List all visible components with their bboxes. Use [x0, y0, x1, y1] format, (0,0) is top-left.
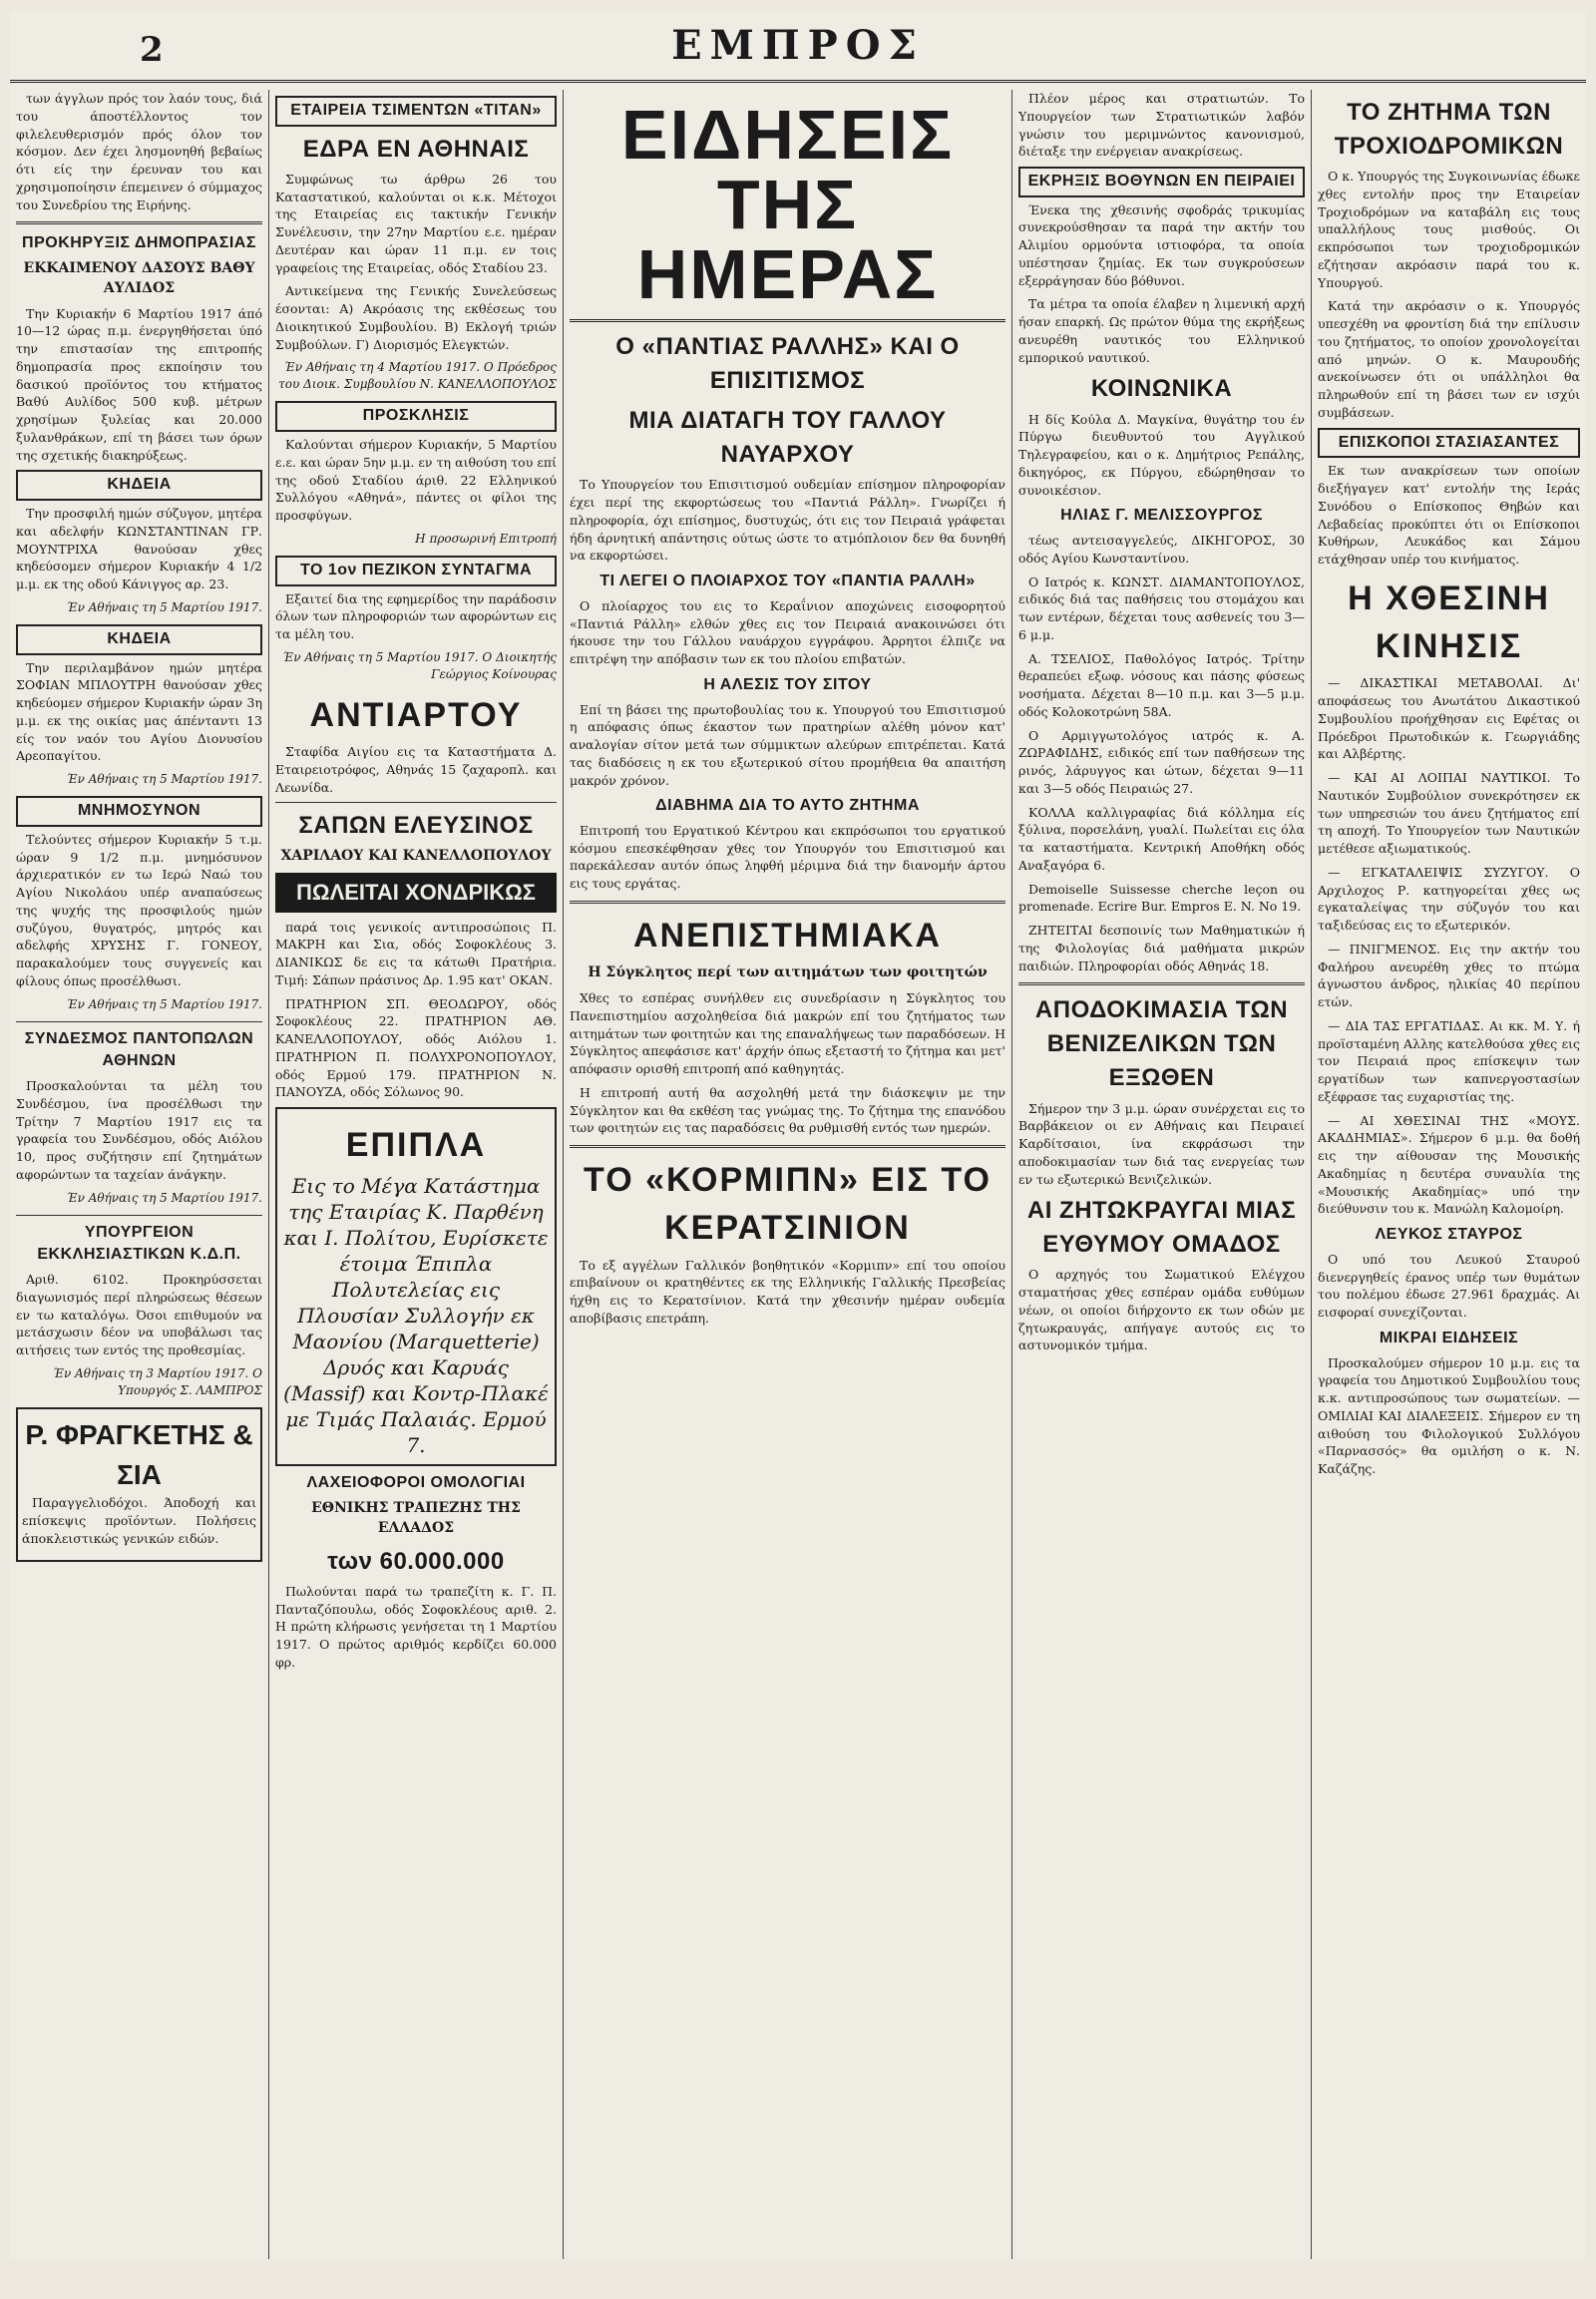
heading: ΚΟΙΝΩΝΙΚΑ [1090, 375, 1233, 403]
signature: Έν Αθήναις τη 5 Μαρτίου 1917. [66, 996, 262, 1011]
signature: Έν Αθήναις τη 3 Μαρτίου 1917. Ο Υπουργός Σ. ΛΑΜΠΡΟΣ [53, 1365, 262, 1397]
heading: ΔΙΑΒΗΜΑ ΔΙΑ ΤΟ ΑΥΤΟ ΖΗΤΗΜΑ [655, 797, 920, 815]
signature: Έν Αθήναις τη 4 Μαρτίου 1917. Ο Πρόεδρος του Διοικ. Συμβουλίου Ν. ΚΑΝΕΛΛΟΠΟΥΛΟΣ [278, 360, 557, 392]
column-1 [10, 90, 269, 2259]
signature: Έν Αθήναις τη 5 Μαρτίου 1917. [66, 599, 262, 614]
article-text: Demoiselle Suissesse cherche leçon ou promenade. Ecrire Bur. Empros E. N. No 19. [1018, 881, 1305, 915]
banner-inverted: ΠΩΛΕΙΤΑΙ ΧΟΝΔΡΙΚΩΣ [275, 873, 557, 912]
article-text: Συμφώνως τω άρθρω 26 του Καταστατικού, καλούνται οι κ.κ. Μέτοχοι της Εταιρείας εις τακτικήν Γενικήν Συνέλευσιν, την 27ην Μαρτίου ε.ε. ημέραν Δευτέραν και ώραν 11 π.μ. εν τοις γραφείοις της Εταιρείας, οδός Σταδίου 23. [275, 171, 557, 275]
article-text: Α. ΤΣΕΛΙΟΣ, Παθολόγος Ιατρός. Τρίτην θεραπεύει εξωφ. νόσους και πάσης φύσεως νοσήματα. Δέχεται 8—10 π.μ. και 3—5 μ.μ. οδός Κολοκοτρώνη 58Α. [1018, 650, 1305, 719]
ad-title: ΕΠΙΠΛΑ [345, 1126, 487, 1165]
article-text: Καλούνται σήμερον Κυριακήν, 5 Μαρτίου ε.ε. και ώραν 5ην μ.μ. εν τη αιθούση του επί της οδού Σταδίου άριθ. 22 Ελληνικού Συλλόγου «Αθηνά», πάντες οι φίλοι της προσφύγων. [275, 437, 557, 524]
ad-title: Ρ. ΦΡΑΓΚΕΤΗΣ & ΣΙΑ [25, 1418, 253, 1490]
heading: Η ΑΛΕΣΙΣ ΤΟΥ ΣΙΤΟΥ [703, 675, 872, 693]
heading: Η ΧΘΕΣΙΝΗ ΚΙΝΗΣΙΣ [1348, 578, 1550, 666]
heading: ΕΚΡΗΞΙΣ ΒΟΘΥΝΩΝ ΕΝ ΠΕΙΡΑΙΕΙ [1018, 167, 1305, 197]
article-text: Αριθ. 6102. Προκηρύσσεται διαγωνισμός περί πληρώσεως θέσεων εν τω καταλόγω. Όσοι επιθυμούν να μετάσχωσιν δέον να υποβάλωσι τας αιτήσεις των εντός της προθεσμίας. [16, 1272, 262, 1358]
heading: ΕΤΑΙΡΕΙΑ ΤΣΙΜΕΝΤΩΝ «ΤΙΤΑΝ» [275, 96, 557, 127]
heading: ΗΛΙΑΣ Γ. ΜΕΛΙΣΣΟΥΡΓΟΣ [1060, 507, 1263, 525]
heading: ΠΡΟΚΗΡΥΞΙΣ ΔΗΜΟΠΡΑΣΙΑΣ [22, 234, 256, 252]
article-text: Ο πλοίαρχος του εις το Κεραΐνιον αποχώνεις εισοφορητού «Παντιά Ράλλη» ελθών χθες εις τον Πειραιά ανακοινώσει ότι ήκουσε την του Γάλλου ναυάρχου εγγράφου. Άρρητοι έλπιζε να επιτρέψη την απόβασιν των εκ του πλοίου επιβατών. [570, 597, 1005, 667]
section-banner: ΕΙΔΗΣΕΙΣ ΤΗΣ ΗΜΕΡΑΣ [570, 90, 1005, 322]
heading: ΕΠΙΣΚΟΠΟΙ ΣΤΑΣΙΑΣΑΝΤΕΣ [1318, 428, 1580, 459]
article-text: Επί τη βάσει της πρωτοβουλίας του κ. Υπουργού του Επισιτισμού η απόφασις όπως έκαστον των πρατηρίων αλέθη μόνον κατ' αναλογίαν σίτον μετά των σύμμικτων αλεύρων επιτρέπεται. Κατά τας διαδόσεις η εκ του εξωτερικού σίτου προμήθεια θα απαιτήση μακρόν χρόνον. [570, 701, 1005, 788]
heading: ΤΟ 1ον ΠΕΖΙΚΟΝ ΣΥΝΤΑΓΜΑ [275, 556, 557, 586]
heading: ΛΕΥΚΟΣ ΣΤΑΥΡΟΣ [1375, 1226, 1523, 1244]
article-text: — ΑΙ ΧΘΕΣΙΝΑΙ ΤΗΣ «ΜΟΥΣ. ΑΚΑΔΗΜΙΑΣ». Σήμερον 6 μ.μ. θα δοθή εις την αίθουσαν της Μουσικής Ακαδημίας η δευτέρα συναυλία της «Μουσικής Ακαδημίας» υπό την διεύθυνσιν του κ. Μανώλη Καλομοίρη. [1318, 1112, 1580, 1217]
article-text: Χθες το εσπέρας συνήλθεν εις συνεδρίασιν η Σύγκλητος του Πανεπιστημίου ασχοληθείσα διά μακρών επί του ζητήματος των αιτημάτων των φοιτητών και της επαναλήψεως των παραδόσεων. Η Σύγκλητος απεφάσισε κατ' άρχήν όπως εξεταστή το ζήτημα και μετ' απόφασιν ορισθή επιτροπή από καθηγητάς. [570, 990, 1005, 1077]
column-3 [564, 90, 1012, 2259]
article-text: Ένεκα της χθεσινής σφοδράς τρικυμίας συνεκρούσθησαν τα παρά την ακτήν του Αλιμίου ορμούντα ιστιοφόρα, τα οποία υπέστησαν ζημίας. Εκ των συγκρούσεων εξερράγησαν δύο βόθυνοι. [1018, 201, 1305, 288]
article-text: ΠΡΑΤΗΡΙΟΝ ΣΠ. ΘΕΟΔΩΡΟΥ, οδός Σοφοκλέους 22. ΠΡΑΤΗΡΙΟΝ ΑΘ. ΚΑΝΕΛΛΟΠΟΥΛΟΥ, οδός Αιόλου 1. ΠΡΑΤΗΡΙΟΝ Π. ΠΟΛΥΧΡΟΝΟΠΟΥΛΟΥ, οδός Ερμού 179. ΠΡΑΤΗΡΙΟΝ Ν. ΠΑΝΟΥΖΑ, οδός Σόλωνος 90. [275, 995, 557, 1100]
article-text: Επιτροπή του Εργατικού Κέντρου και εκπρόσωποι του εργατικού κόσμου επεσκέφθησαν χθες τον Υπουργόν του Επισιτισμού και παρεκάλεσαν αυτόν όπως ληφθή μέριμνα διά την διανομήν άρτου εις τους εργάτας. [570, 822, 1005, 892]
article-text: — ΔΙΑ ΤΑΣ ΕΡΓΑΤΙΔΑΣ. Αι κκ. Μ. Υ. ή προϊσταμένη Αλλης κατελθούσα χθες εις τον Πειραιά προς επίσκεψιν των εργατίδων των καπνεργοστασίων εξέφρασε τας ευχαριστίας της. [1318, 1017, 1580, 1104]
heading: ΑΝΕΠΙΣΤΗΜΙΑΚΑ [633, 916, 942, 955]
article-text: των άγγλων πρός τον λαόν τους, διά του άποστέλλοντος τον φιλελευθερισμόν πρός όλον τον κόσμον. Δεν έχει λησμονηθή βεβαίως ότι είς την έρευναν του και χρησιμοποίησιν έπεμεινεν ό σύμμαχος του Συνεδρίου της Ειρήνης. [16, 91, 262, 212]
masthead [10, 10, 1586, 83]
column-5 [1312, 90, 1586, 2259]
heading: ΤΟ «ΚΟΡΜΙΠΝ» ΕΙΣ ΤΟ ΚΕΡΑΤΣΙΝΙΟΝ [584, 1161, 992, 1248]
newspaper-page [10, 10, 1586, 2259]
article-text: Την περιλαμβάνον ημών μητέρα ΣΟΦΙΑΝ ΜΠΛΟΥΤΡΗ θανούσαν χθες κηδεύομεν σήμερον Κυριακήν ώραν 3η μ.μ. εκ της οικίας μας άπένταντι 13 είς τον ναόν του Αγίου Διονυσίου Αρεοπαγίτου. [16, 659, 262, 764]
heading: ΜΙΚΡΑΙ ΕΙΔΗΣΕΙΣ [1379, 1329, 1519, 1346]
article-text: — ΠΝΙΓΜΕΝΟΣ. Εις την ακτήν του Φαλήρου ανευρέθη χθες το πτώμα άγνωστου άνδρος, ηλικίας 40 περίπου ετών. [1318, 941, 1580, 1010]
newspaper-title: ΕΜΠΡΟΣ [671, 22, 925, 69]
article-text: — ΔΙΚΑΣΤΙΚΑΙ ΜΕΤΑΒΟΛΑΙ. Δι' αποφάσεως του Ανωτάτου Δικαστικού Συμβουλίου προήχθησαν εις Εφέτας οι Πρόεδροι Πρωτοδικών κ. Γεωργιάδης και Αλβέρτης. [1318, 675, 1580, 762]
subheading: ΜΙΑ ΔΙΑΤΑΓΗ ΤΟΥ ΓΑΛΛΟΥ ΝΑΥΑΡΧΟΥ [628, 407, 947, 469]
column-4 [1012, 90, 1312, 2259]
article-text: Ο αρχηγός του Σωματικού Ελέγχου σταματήσας χθες εσπέραν ομάδα ευθύμων νέων, οι οποίοι διήρχοντο εκ των οδών με ζητωκραυγάς, απήγαγε αυτούς εις το αστυνομικόν τμήμα. [1018, 1267, 1305, 1353]
article-text: Προσκαλούμεν σήμερον 10 μ.μ. εις τα γραφεία του Δημοτικού Συμβουλίου τους κ.κ. αντιπροσώπους των σωματείων. — ΟΜΙΛΙΑΙ ΚΑΙ ΔΙΑΛΕΞΕΙΣ. Σήμερον εν τη αιθούση του Φιλολογικού Συλλόγου «Παρνασσός» θα ομιλήση ο κ. Ν. Καζάζης. [1318, 1354, 1580, 1477]
article-text: Το Υπουργείον του Επισιτισμού ουδεμίαν επίσημον πληροφορίαν έχει περί της εκφορτώσεως του «Παντιά Ράλλη». Γνωρίζει ή πληροφορία, όχι επίσημος, δυστυχώς, ότι εις τον Πειραιά γράφεται ήδη άρνητική απάντησις ούτως ώστε το ατμόπλοιον δεν θα δυνηθή να εκφορτώσει. [570, 477, 1005, 564]
article-text: Το εξ αγγέλων Γαλλικόν βοηθητικόν «Κορμιπν» επί του οποίου επιβαίνουν οι κρατηθέντες εκ της Ελληνικής Γαλλικής Πρεσβείας ήχθη εις το Κερατσίνιον. Κατά την χθεσινήν ημέραν ουδεμία αποβίβασις επετράπη. [570, 1257, 1005, 1326]
signature: Η προσωρινή Επιτροπή [415, 531, 557, 546]
heading: ΑΙ ΖΗΤΩΚΡΑΥΓΑΙ ΜΙΑΣ ΕΥΘΥΜΟΥ ΟΜΑΔΟΣ [1026, 1197, 1297, 1259]
subheading: Η Σύγκλητος περί των αιτημάτων των φοιτητών [588, 964, 988, 981]
heading: ΤΟ ΖΗΤΗΜΑ ΤΩΝ ΤΡΟΧΙΟΔΡΟΜΙΚΩΝ [1334, 99, 1564, 161]
heading: ΜΝΗΜΟΣΥΝΟΝ [16, 796, 262, 827]
signature: Έν Αθήναις τη 5 Μαρτίου 1917. Ο Διοικητής Γεώργιος Κοίνουρας [282, 649, 557, 681]
subheading: ΕΔΡΑ ΕΝ ΑΘΗΝΑΙΣ [302, 135, 530, 163]
article-text: — ΚΑΙ ΑΙ ΛΟΙΠΑΙ ΝΑΥΤΙΚΟΙ. Το Ναυτικόν Συμβούλιον συνεκρότησεν εκ των υπηρεσιών του άνευ ζητήματος επί τη αποχή. Το Υπουργείον των Ναυτικών μετέθεσε αξιωματικούς. [1318, 770, 1580, 857]
article-text: Τελούντες σήμερον Κυριακήν 5 τ.μ. ώραν 9 1/2 π.μ. μνημόσυνον άρχιερατικόν εν τω Ιερώ Ναώ του Αγίου Νικολάου υπέρ αναπαύσεως της ψυχής της προσφιλούς ημών συζύγου, θυγατρός, μητρός και αδελφής ΧΡΥΣΗΣ Γ. ΓΟΝΕΟΥ, παρακαλούμεν τους συγγενείς και φίλους όπως προσέλθωσι. [16, 831, 262, 988]
article-text: Ο κ. Υπουργός της Συγκοινωνίας έδωκε χθες εντολήν προς την Εταιρείαν Τροχιοδρόμων να καταβάλη εις τους υπαλλήλους τους μισθούς. Οι εκπρόσωποι των τροχιοδρομικών εζήτησαν ακρόασιν παρά του κ. Υπουργού. [1318, 169, 1580, 290]
article-text: παρά τοις γενικοίς αντιπροσώποις Π. ΜΑΚΡΗ και Σια, οδός Σοφοκλέους 3. ΔΙΑΝΙΚΩΣ δε εις τα κάτωθι Πρατήρια. Τιμή: Σάπων πράσινος Δρ. 1.95 κατ' ΟΚΑΝ. [275, 919, 557, 987]
article-text: Πωλούνται παρά τω τραπεζίτη κ. Γ. Π. Πανταζόπουλω, οδός Σοφοκλέους αριθ. 2. Η πρώτη κλήρωσις γενήσεται τη 1 Μαρτίου 1917. Ο πρώτος αριθμός κερδίζει 60.000 φρ. [275, 1583, 557, 1670]
heading: ΛΑΧΕΙΟΦΟΡΟΙ ΟΜΟΛΟΓΙΑΙ [306, 1474, 526, 1492]
ad-text: Παραγγελιοδόχοι. Άποδοχή και επίσκεψις προϊόντων. Πολήσεις άποκλειστικώς γενικών ειδών. [22, 1495, 256, 1546]
heading: ΚΗΔΕΙΑ [16, 470, 262, 501]
heading: ΑΝΤΙΑΡΤΟΥ [309, 695, 523, 734]
heading: ΤΙ ΛΕΓΕΙ Ο ΠΛΟΙΑΡΧΟΣ ΤΟΥ «ΠΑΝΤΙΑ ΡΑΛΛΗ» [599, 573, 976, 590]
heading: ΣΑΠΩΝ ΕΛΕΥΣΙΝΟΣ [298, 812, 534, 840]
article-text: Την Κυριακήν 6 Μαρτίου 1917 άπό 10—12 ώρας π.μ. ένεργηθήσεται ύπό την επιστασίαν της επιτροπής δημοπρασία προς εκποίησιν του δασικού προϊόντος του κτήματος Βαθύ Αυλίδος 500 κυβ. μέτρων χρησίμων ξυλείας και 20.000 ξυλανθράκων, επί τη βάσει των όρων της σχετικής διακηρύξεως. [16, 305, 262, 463]
column-2 [269, 90, 564, 2259]
signature: Έν Αθήναις τη 5 Μαρτίου 1917. [66, 1190, 262, 1205]
article-text: ΚΟΛΛΑ καλλιγραφίας διά κόλλημα είς ξύλινα, πορσελάνη, γυαλί. Πωλείται εις όλα τα καταστήματα. Κεντρική Αποθήκη οδός Αναξαγόρα 6. [1018, 804, 1305, 873]
article-text: — ΕΓΚΑΤΑΛΕΙΨΙΣ ΣΥΖΥΓΟΥ. Ο Αρχιλοχος Ρ. κατηγορείται χθες ως εγκαταλείψας την σύζυγόν του και ταξιδεύσας εις το εξωτερικόν. [1318, 864, 1580, 934]
subheading: ΧΑΡΙΛΑΟΥ ΚΑΙ ΚΑΝΕΛΛΟΠΟΥΛΟΥ [280, 848, 552, 865]
article-text: Σήμερον την 3 μ.μ. ώραν συνέρχεται εις το Βαρβάκειον οι εν Αθήναις και Πειραιεί Καρδίτσαιοι, ίνα εκφράσωσι την αποδοκιμασίαν των διά τας ενεργείας των εν τω εξωτερικώ Βενιζελικών. [1018, 1100, 1305, 1187]
article-text: Η επιτροπή αυτή θα ασχοληθή μετά την διάσκεψιν με την Σύγκλητον και θα εκθέση τας γνώμας της. Το ζήτημα της επανόδου των φοιτητών εις τας παραδόσεις θα ρυθμισθή εντός των ημερών. [570, 1084, 1005, 1136]
subheading: ΕΚΚΑΙΜΕΝΟΥ ΔΑΣΟΥΣ ΒΑΘΥ ΑΥΛΙΔΟΣ [23, 259, 255, 296]
article-text: Ο Ιατρός κ. ΚΩΝΣΤ. ΔΙΑΜΑΝΤΟΠΟΥΛΟΣ, ειδικός διά τας παθήσεις του στομάχου και των εντέρων, δέχεται τους ασθενείς του 3—6 μ.μ. [1018, 574, 1305, 642]
article-text: Εκ των ανακρίσεων των οποίων διεξήγαγεν κατ' εντολήν της Ιεράς Συνόδου ο Επίσκοπος Θηβών και Λεβαδείας προκύπτει ότι οι Επίσκοποι Κυθήρων, Λευκάδος και Σάμου ετάχθησαν υπέρ του κινήματος. [1318, 463, 1580, 568]
article-text: τέως αντεισαγγελεύς, ΔΙΚΗΓΟΡΟΣ, 30 οδός Αγίου Κωνσταντίνου. [1018, 533, 1305, 566]
heading: Ο «ΠΑΝΤΙΑΣ ΡΑΛΛΗΣ» ΚΑΙ Ο ΕΠΙΣΙΤΙΣΜΟΣ [615, 333, 960, 395]
article-text: Τα μέτρα τα οποία έλαβεν η λιμενική αρχή ήσαν επαρκή. Ως πρώτον θύμα της εκρήξεως ανευρέθη ναυτικός του Ελληνικού εμπορικού ναυτικού. [1018, 296, 1305, 365]
heading: ΣΥΝΔΕΣΜΟΣ ΠΑΝΤΟΠΩΛΩΝ ΑΘΗΝΩΝ [24, 1029, 254, 1070]
article-text: Την προσφιλή ημών σύζυγον, μητέρα και αδελφήν ΚΩΝΣΤΑΝΤΙΝΑΝ ΓΡ. ΜΟΥΝΤΡΙΧΑ θανούσαν χθες κηδεύσομεν σήμερον Κυριακήν 4 1/2 μ.μ. εκ της οδού Κάνιγγος αρ. 23. [16, 506, 262, 592]
page-number: 2 [140, 30, 164, 70]
article-text: Ο Αρμιγγωτολόγος ιατρός κ. Α. ΖΩΡΑΦΙΔΗΣ, ειδικός επί των παθήσεων της ρινός, λάρυγγος και ώτων, δέχεται 9—11 και 3—5 οδός Πειραιώς 27. [1018, 727, 1305, 796]
article-text: Ο υπό του Λευκού Σταυρού διενεργηθείς έρανος υπέρ των θυμάτων του πολέμου έδωσε 27.961 δραχμάς. Αι εισφοραί συνεχίζονται. [1318, 1251, 1580, 1321]
article-text: Η δίς Κούλα Δ. Μαγκίνα, θυγάτηρ του έν Πύργω διευθυντού του Αγγλικού Τηλεγραφείου, και ο κ. Δημήτριος Ρεπάλης, δικηγόρος, εκ Πύργου, εδώρηθησαν το συνοικέσιον. [1018, 411, 1305, 498]
subheading: ΕΘΝΙΚΗΣ ΤΡΑΠΕΖΗΣ ΤΗΣ ΕΛΛΑΔΟΣ [311, 1500, 521, 1536]
article-text: Εξαιτεί δια της εφημερίδος την παράδοσιν όλων των πληροφοριών των αφορώντων εις τα μέλη του. [275, 590, 557, 642]
article-text: ΖΗΤΕΙΤΑΙ δεσποινίς των Μαθηματικών ή της Φιλολογίας διά μαθήματα μικρών παιδιών. Πληροφορίαι οδός Αθηνάς 18. [1018, 923, 1305, 973]
article-text: Αντικείμενα της Γενικής Συνελεύσεως έσονται: Α) Ακρόασις της εκθέσεως του Διοικητικού Συμβουλίου. Β) Εκλογή τριών Συμβούλων. Γ) Διορισμός Ελεγκτών. [275, 283, 557, 352]
article-text: Κατά την ακρόασιν ο κ. Υπουργός υπεσχέθη να φροντίση διά την επίλυσιν του ζητήματος, το οποίον χρονολογείται από μηνών. Ο κ. Μαυρουδής ανεκοίνωσεν ότι οι υπάλληλοι θα πληρωθούν επί τη βάσει των εν ισχύι συμβάσεων. [1318, 298, 1580, 420]
heading: ΚΗΔΕΙΑ [16, 624, 262, 655]
article-text: Σταφίδα Αιγίου εις τα Καταστήματα Δ. Εταιρειοτρόφος, Αθηνάς 15 ζαχαροπλ. και Λεωνίδα. [275, 744, 557, 795]
article-text: Προσκαλούνται τα μέλη του Συνδέσμου, ίνα προσέλθωσι την Τρίτην 7 Μαρτίου 1917 εις τα γραφεία του Συνδέσμου, οδός Αιόλου 10, προς συζήτησιν επί ζητημάτων αφορώντων τα ταχείαν άνάγκην. [16, 1078, 262, 1182]
advertisement [275, 1107, 557, 1466]
heading: ΑΠΟΔΟΚΙΜΑΣΙΑ ΤΩΝ ΒΕΝΙΖΕΛΙΚΩΝ ΤΩΝ ΕΞΩΘΕΝ [1034, 996, 1289, 1092]
article-text: Πλέον μέρος και στρατιωτών. Το Υπουργείον των Στρατιωτικών λαβόν γνώσιν του μεριμνώντος κανονισμού, διέταξε την ενέργειαν ανακρίσεως. [1018, 91, 1305, 160]
signature: Έν Αθήναις τη 5 Μαρτίου 1917. [66, 772, 262, 787]
heading: ΥΠΟΥΡΓΕΙΟΝ ΕΚΚΛΗΣΙΑΣΤΙΚΩΝ Κ.Δ.Π. [37, 1223, 241, 1264]
ad-text: Εις το Μέγα Κατάστημα της Εταιρίας Κ. Παρθένη και Ι. Πολίτου, Ευρίσκετε έτοιμα Έπιπλα Πολυτελείας εις Πλουσίαν Συλλογήν εκ Μαονίου (Marquetterie) Δρυός και Καρυάς (Massif) και Κοντρ-Πλακέ με Τιμάς Παλαιάς. Ερμού 7. [283, 1174, 549, 1458]
advertisement [16, 1407, 262, 1562]
heading: ΠΡΟΣΚΛΗΣΙΣ [275, 401, 557, 432]
subheading: των 60.000.000 [327, 1547, 505, 1575]
